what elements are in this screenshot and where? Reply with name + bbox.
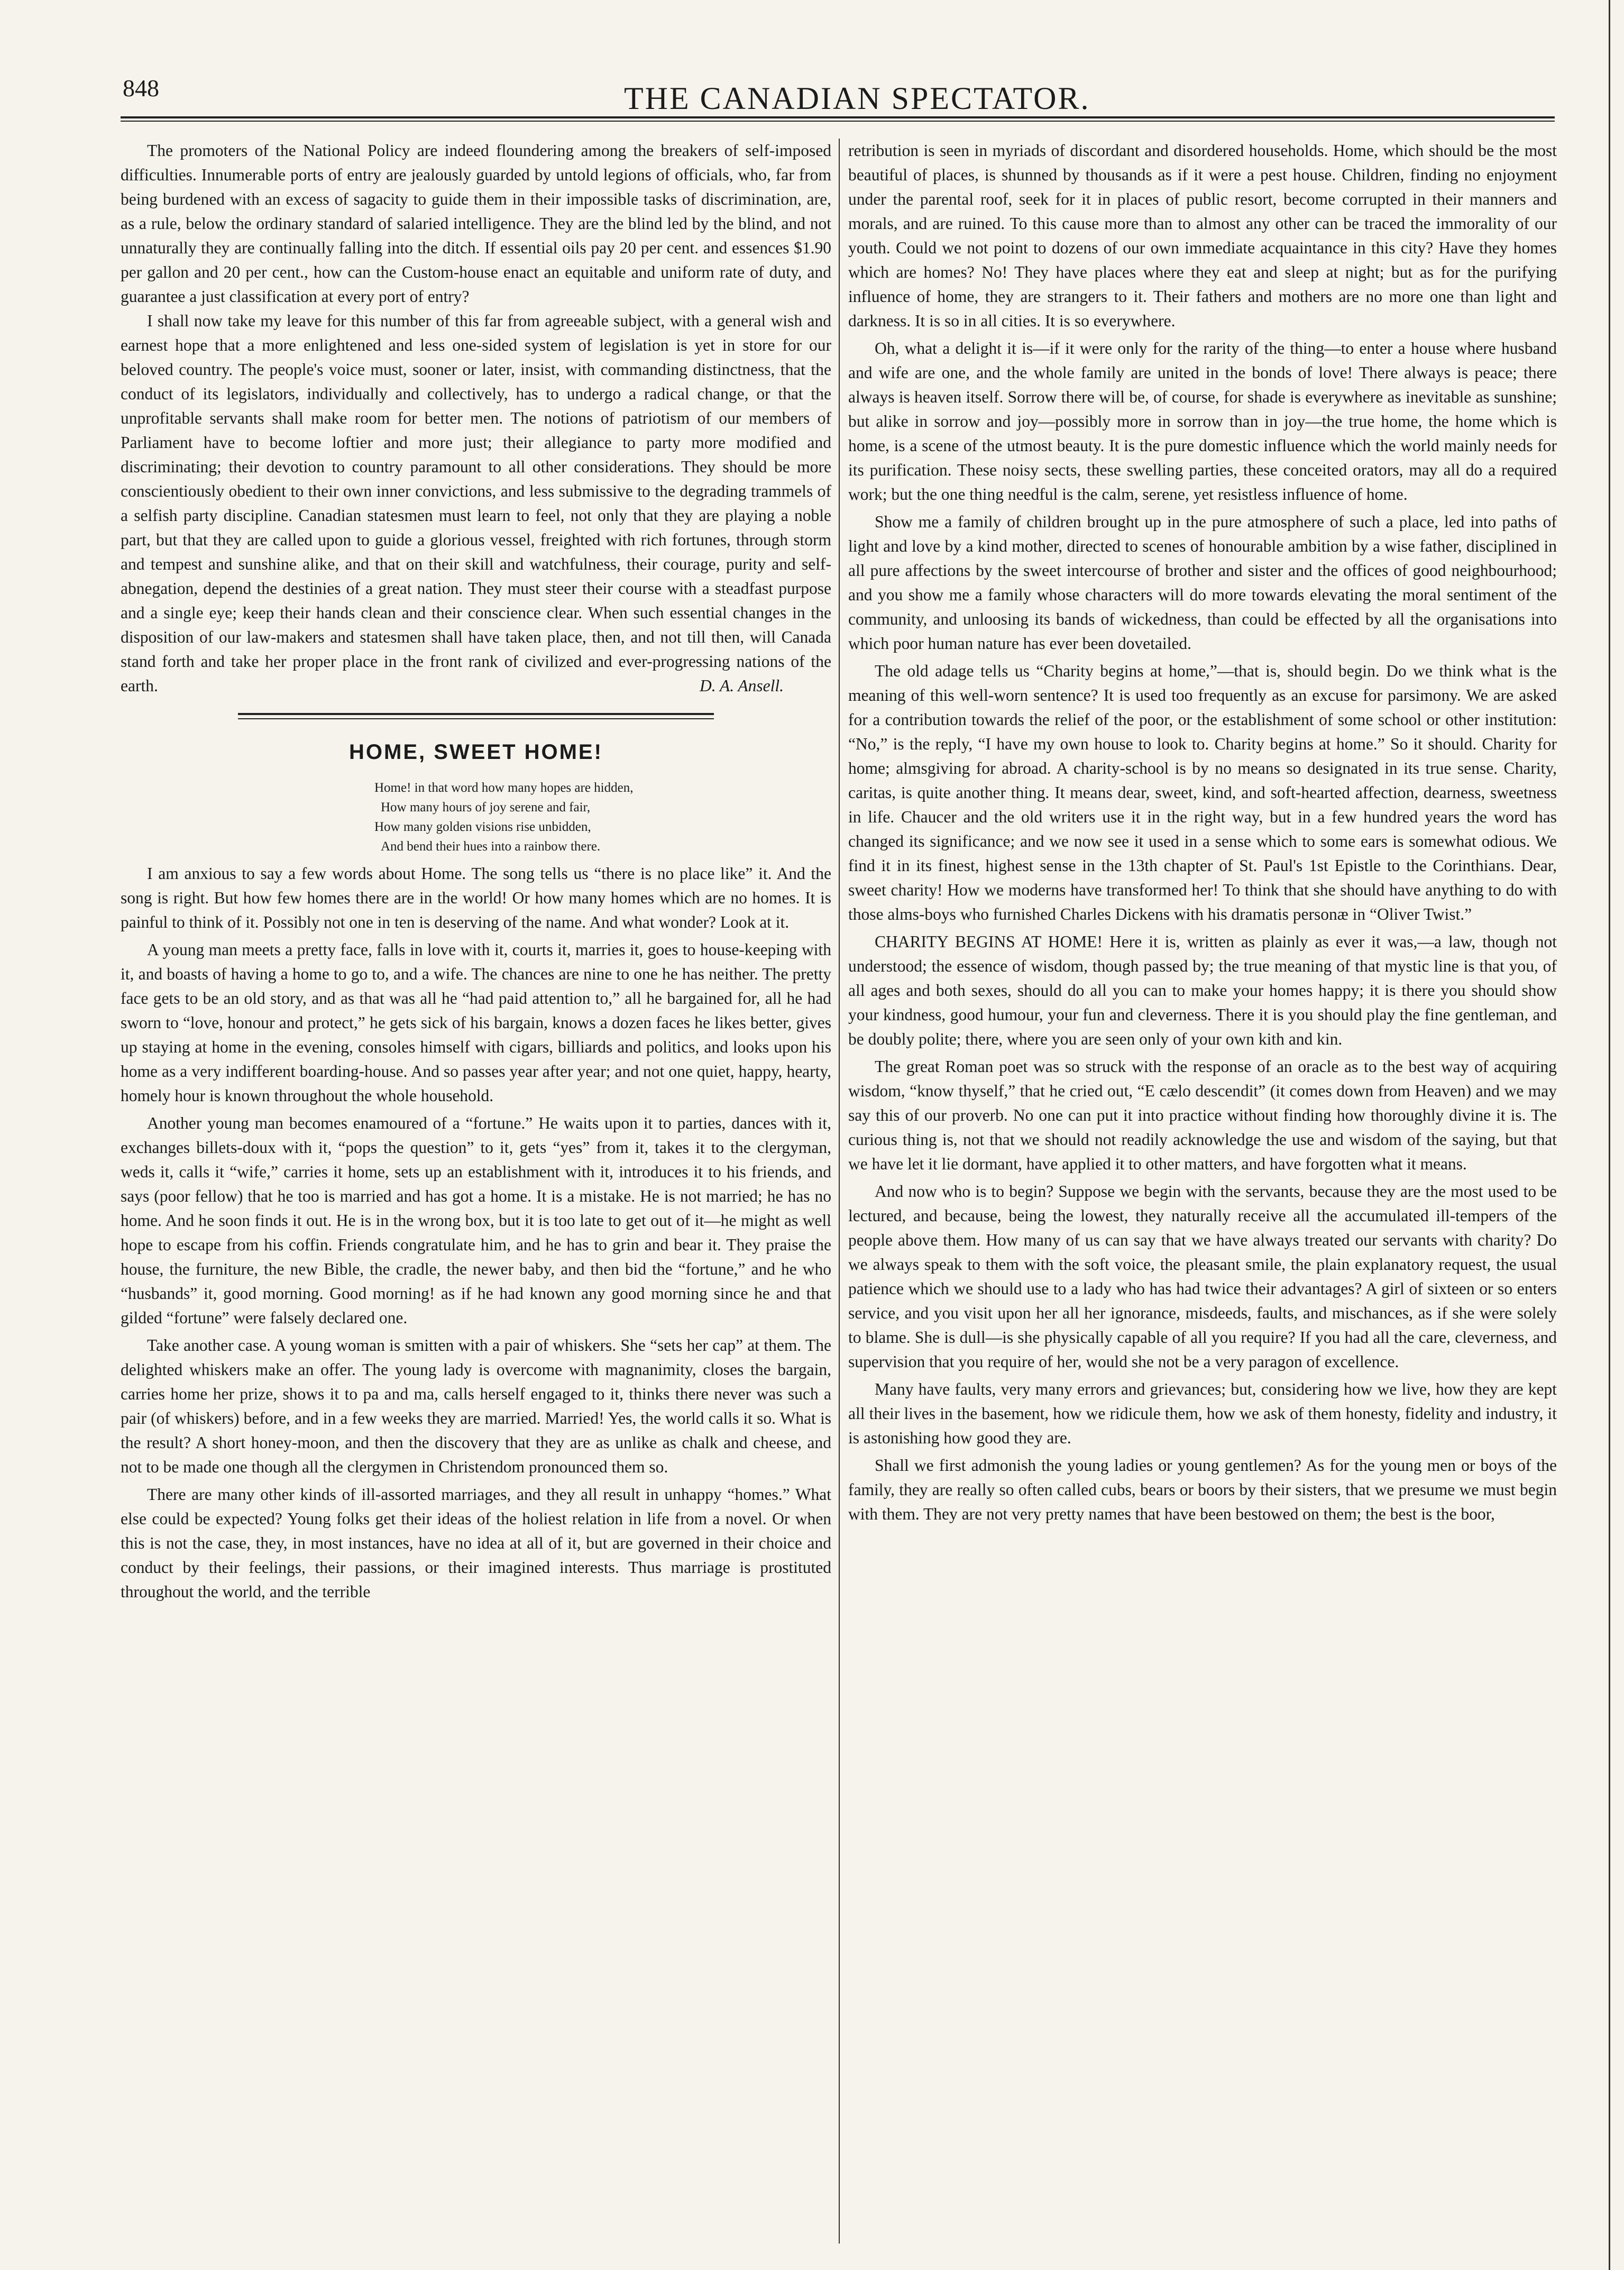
paragraph: There are many other kinds of ill-assorted marriages, and they all result in unhappy “homes.” What else could be expected? Young folks get their ideas of the holiest relation in life from a novel. Or when this is not the case, they, in most instances, have no idea at all of it, but are governed in their choice and conduct by their feelings, their passions, or their imagined interests. Thus marriage is prostituted throughout the world, and the terrible: [121, 1485, 831, 1601]
paragraph: I shall now take my leave for this number of this far from agreeable subject, with a general wish and earnest hope that a more enlightened and less one-sided system of legislation is yet in store for our beloved country. The people's voice must, sooner or later, insist, with commanding distinctness, that the conduct of its legislators, individually and collectively, has to undergo a radical change, or that the unprofitable servants shall make room for better men. The notions of patriotism of our members of Parliament have to become loftier and more just; their allegiance to party more modified and discriminating; their devotion to country paramount to all other considerations. They should be more conscientiously obedient to their own inner convictions, and less submissive to the degrading trammels of a selfish party discipline. Canadian statesmen must learn to feel, not only that they are playing a noble part, but that they are called upon to guide a glorious vessel, freighted with rich fortunes, through storm and tempest and sunshine alike, and that on their skill and watchfulness, their courage, purity and self-abnegation, depend the destinies of a great nation. They must steer their course with a steadfast purpose and a single eye; keep their hands clean and their conscience clear. When such essential changes in the disposition of our law-makers and statesmen shall have taken place, then, and not till then, will Canada stand forth and take her proper place in the front rank of civilized and ever-progressing nations of the earth.: [121, 312, 831, 695]
epigraph-poem: [374, 778, 831, 856]
paragraph: The old adage tells us “Charity begins at home,”—that is, should begin. Do we think what is the meaning of this well-worn sentence? It is used too frequently as an excuse for parsimony. We are asked for a contribution towards the relief of the poor, or the establishment of some school or other institution: “No,” is the reply, “I have my own house to look to. Charity begins at home.” So it should. Charity for home; almsgiving for abroad. A charity-school is by no means so designated in its true sense. Charity, caritas, is quite another thing. It means dear, sweet, kind, and soft-hearted affection, dearness, sweetness in life. Chaucer and the old writers use it in the right way, but in a few hundred years the word has changed its significance; and we now see it used in a sense which to some ears is somewhat odious. We find it in its finest, highest sense in the 13th chapter of St. Paul's 1st Epistle to the Corinthians. Dear, sweet charity! How we moderns have transformed her! To think that she should have anything to do with those alms-boys who furnished Charles Dickens with his dramatis personæ in “Oliver Twist.”: [848, 662, 1557, 923]
header-rule: [121, 116, 1555, 118]
paragraph: And now who is to begin? Suppose we begin with the servants, because they are the most used to be lectured, and because, being the lowest, they naturally receive all the accumulated ill-tempers of the people above them. How many of us can say that we have always treated our servants with charity? Do we always speak to them with the soft voice, the pleasant smile, the plain explanatory request, the usual patience which we should use to a lady who has had twice their advantages? A girl of sixteen or so enters service, and you visit upon her all her ignorance, misdeeds, faults, and mischances, as if she were solely to blame. She is dull—is she physically capable of all you require? If you had all the care, cleverness, and supervision that you require of her, would she not be a very paragon of excellence.: [848, 1182, 1557, 1371]
header-rule-thin: [121, 121, 1555, 122]
left-column: [121, 139, 831, 1604]
masthead: THE CANADIAN SPECTATOR.: [624, 81, 1090, 116]
paragraph: The great Roman poet was so struck with the response of an oracle as to the best way of acquiring wisdom, “know thyself,” that he cried out, “E cælo descendit” (it comes down from Heaven) and we may say this of our proverb. No one can put it into practice without finding how thoroughly divine it is. The curious thing is, not that we should not readily acknowledge the use and wisdom of the saying, but that we have let it lie dormant, have applied it to other matters, and have forgotten what it means.: [848, 1057, 1557, 1173]
paragraph: The promoters of the National Policy are indeed floundering among the breakers of self-imposed difficulties. Innumerable ports of entry are jealously guarded by untold legions of officials, who, far from being burdened with an excess of sagacity to guide them in their impossible tasks of discrimination, are, as a rule, below the ordinary standard of salaried intelligence. They are the blind led by the blind, and not unnaturally they are continually falling into the ditch. If essential oils pay 20 per cent. and essences $1.90 per gallon and 20 per cent., how can the Custom-house enact an equitable and uniform rate of duty, and guarantee a just classification at every port of entry?: [121, 141, 831, 306]
poem-line: Home! in that word how many hopes are hidden,: [374, 781, 634, 795]
paragraph: Show me a family of children brought up in the pure atmosphere of such a place, led into paths of light and love by a kind mother, directed to scenes of honourable ambition by a wise father, disciplined in all pure affections by the sweet intercourse of brother and sister and the offices of good neighbourhood; and you show me a family whose characters will do more towards elevating the moral sentiment of the community, and unloosing its bands of wickedness, than could be effected by all the organisations into which poor human nature has ever been dovetailed.: [848, 512, 1557, 653]
page-edge-line: [1609, 0, 1610, 2270]
signature: D. A. Ansell.: [700, 676, 784, 695]
paragraph: Many have faults, very many errors and grievances; but, considering how we live, how they are kept all their lives in the basement, how we ridicule them, how we ask of them honesty, fidelity and industry, it is astonishing how good they are.: [848, 1380, 1557, 1447]
paragraph: Another young man becomes enamoured of a “fortune.” He waits upon it to parties, dances with it, exchanges billets-doux with it, “pops the question” to it, gets “yes” from it, takes it to the clergyman, weds it, calls it “wife,” carries it home, sets up an establishment with it, introduces it to his friends, and says (poor fellow) that he too is married and has got a home. It is a mistake. He is not married; he has no home. And he soon finds it out. He is in the wrong box, but it is too late to get out of it—he might as well hope to escape from his coffin. Friends congratulate him, and he has to grin and bear it. They praise the house, the furniture, the new Bible, the cradle, the newer baby, and then bid the “fortune,” and he who “husbands” it, good morning. Good morning! as if he had known any good morning since he and that gilded “fortune” were falsely declared one.: [121, 1114, 831, 1327]
page-number: 848: [123, 75, 159, 102]
paragraph: Shall we first admonish the young ladies or young gentlemen? As for the young men or boys of the family, they are really so often called cubs, bears or boors by their sisters, that we presume we must begin with them. They are not very pretty names that have been bestowed on them; the best is the boor,: [848, 1456, 1557, 1523]
column-divider: [839, 139, 840, 2244]
poem-line: How many golden visions rise unbidden,: [374, 820, 591, 834]
right-column: [848, 139, 1557, 1526]
poem-line: And bend their hues into a rainbow there.: [381, 839, 601, 854]
paragraph: CHARITY BEGINS AT HOME! Here it is, written as plainly as ever it was,—a law, though not understood; the essence of wisdom, though passed by; the true meaning of that mystic line is that you, of all ages and both sexes, should do all you can to make your homes happy; it is there you should show your kindness, good humour, your fun and cleverness. There it is you should play the fine gentleman, and be doubly polite; there, where you are seen only of your own kith and kin.: [848, 932, 1557, 1048]
poem-line: How many hours of joy serene and fair,: [381, 800, 591, 814]
article-title: HOME, SWEET HOME!: [349, 740, 603, 764]
paragraph: A young man meets a pretty face, falls in love with it, courts it, marries it, goes to house-keeping with it, and boasts of having a home to go to, and a wife. The chances are nine to one he has neither. The pretty face gets to be an old story, and as that was all he “had paid attention to,” all he bargained for, all he had sworn to “love, honour and protect,” he gets sick of his bargain, knows a dozen faces he likes better, gives up staying at home in the evening, consoles himself with cigars, billiards and politics, and looks upon his home as a very indifferent boarding-house. And so passes year after year; and not one quiet, happy, hearty, homely hour is known throughout the whole household.: [121, 940, 831, 1105]
paragraph: Oh, what a delight it is—if it were only for the rarity of the thing—to enter a house where husband and wife are one, and the whole family are united in the bonds of love! There always is peace; there always is heaven itself. Sorrow there will be, of course, for shade is everywhere as inevitable as sunshine; but alike in sorrow and joy—possibly more in sorrow than in joy—the true home, the home which is home, is a scene of the utmost beauty. It is the pure domestic influence which the world mainly needs for its purification. These noisy sects, these swelling parties, these conceited orators, may all do a required work; but the one thing needful is the calm, serene, yet resistless influence of home.: [848, 339, 1557, 504]
section-rule: [238, 713, 714, 715]
section-rule-thin: [238, 718, 714, 719]
paragraph: Take another case. A young woman is smitten with a pair of whiskers. She “sets her cap” at them. The delighted whiskers make an offer. The young lady is overcome with magnanimity, closes the bargain, carries home her prize, shows it to pa and ma, calls herself engaged to it, thinks there never was such a pair (of whiskers) before, and in a few weeks they are married. Married! Yes, the world calls it so. What is the result? A short honey-moon, and then the discovery that they are as unlike as chalk and cheese, and not to be made one though all the clergymen in Christendom pronounced them so.: [121, 1336, 831, 1476]
paragraph: retribution is seen in myriads of discordant and disordered households. Home, which should be the most beautiful of places, is shunned by thousands as if it were a pest house. Children, finding no enjoyment under the parental roof, seek for it in places of public resort, become corrupted in their manners and morals, and are ruined. To this cause more than to almost any other can be traced the immorality of our youth. Could we not point to dozens of our own immediate acquaintance in this city? Have they homes which are homes? No! They have places where they eat and sleep at night; but as for the purifying influence of home, they are strangers to it. Their fathers and mothers are no more one than light and darkness. It is so in all cities. It is so everywhere.: [848, 141, 1557, 330]
paragraph: I am anxious to say a few words about Home. The song tells us “there is no place like” it. And the song is right. But how few homes there are in the world! Or how many homes which are no homes. It is painful to think of it. Possibly not one in ten is deserving of the name. And what wonder? Look at it.: [121, 864, 831, 931]
